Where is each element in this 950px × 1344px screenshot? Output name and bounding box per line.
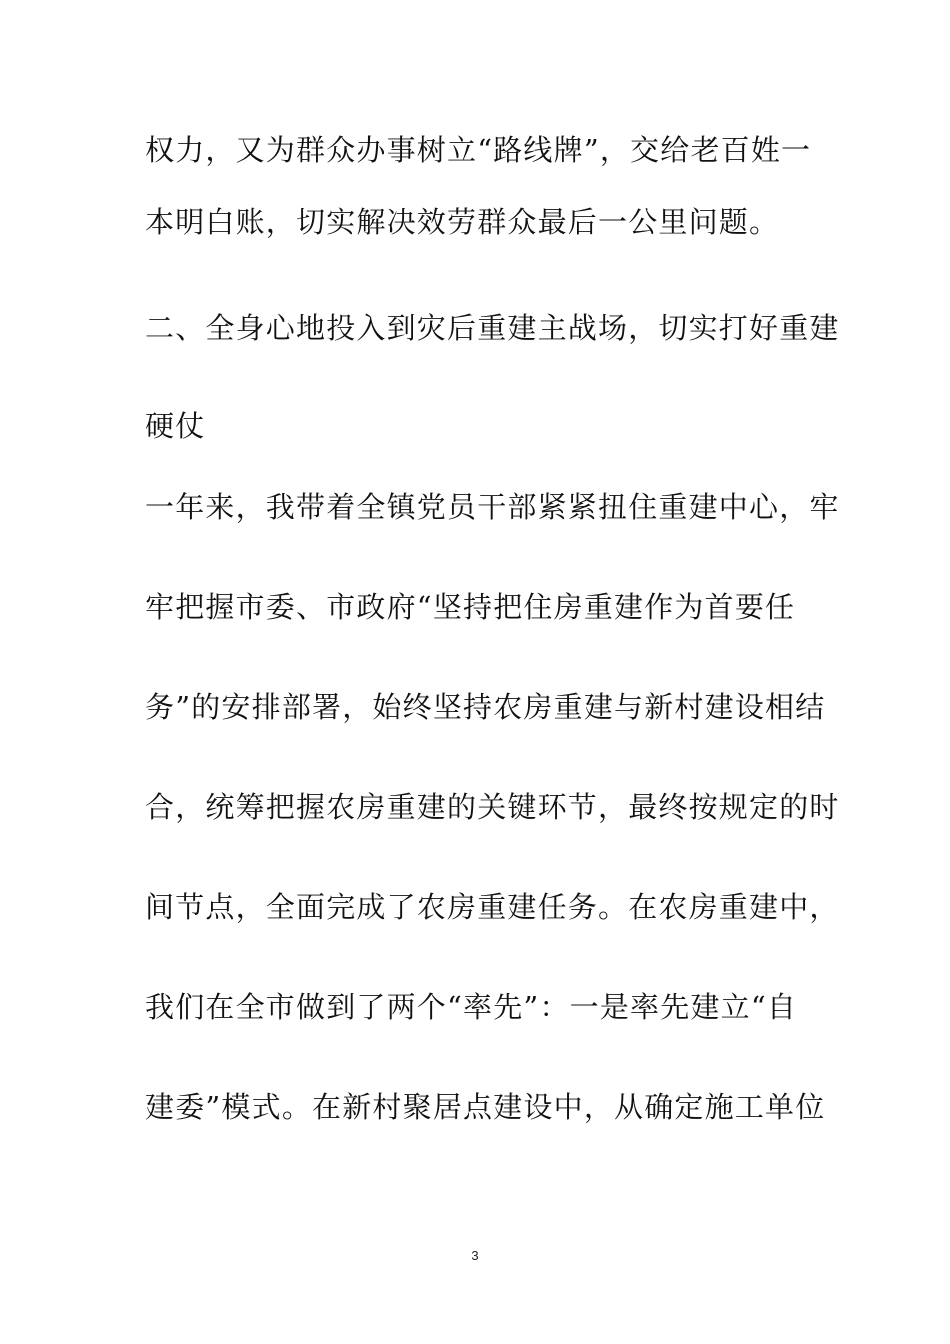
section-heading-line: 二、全身心地投入到灾后重建主战场，切实打好重建 — [145, 311, 840, 345]
paragraph-line: 建委”模式。在新村聚居点建设中，从确定施工单位 — [145, 1090, 826, 1124]
paragraph-line: 合，统筹把握农房重建的关键环节，最终按规定的时 — [145, 790, 840, 824]
paragraph-line: 间节点，全面完成了农房重建任务。在农房重建中， — [145, 890, 840, 924]
section-heading-line: 硬仗 — [145, 409, 206, 443]
paragraph-line: 本明白账，切实解决效劳群众最后一公里问题。 — [145, 205, 780, 239]
page-number: 3 — [471, 1248, 479, 1263]
paragraph-line: 一年来，我带着全镇党员干部紧紧扭住重建中心，牢 — [145, 490, 840, 524]
paragraph-line: 务”的安排部署，始终坚持农房重建与新村建设相结 — [145, 690, 826, 724]
paragraph-line: 权力，又为群众办事树立“路线牌”，交给老百姓一 — [145, 133, 812, 167]
paragraph-line: 我们在全市做到了两个“率先”：一是率先建立“自 — [145, 990, 798, 1024]
paragraph-line: 牢把握市委、市政府“坚持把住房重建作为首要任 — [145, 590, 796, 624]
